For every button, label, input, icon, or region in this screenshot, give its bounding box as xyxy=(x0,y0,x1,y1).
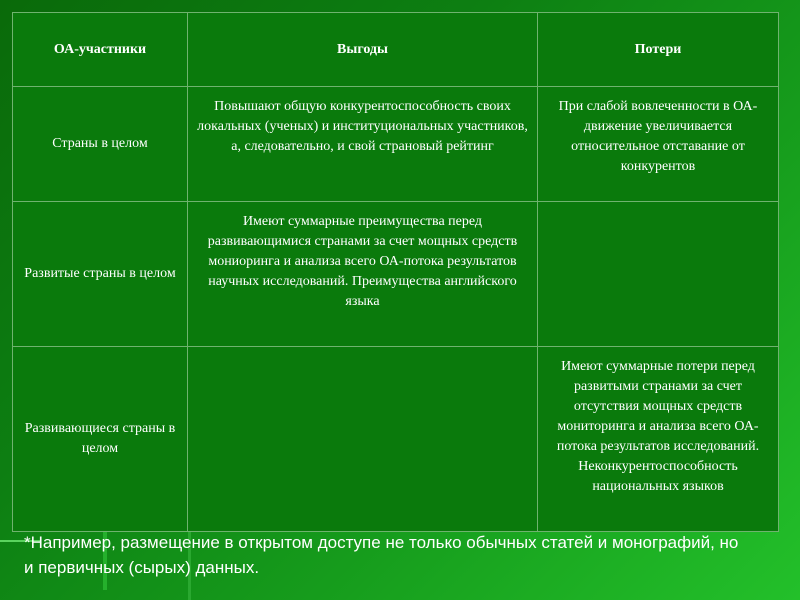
header-losses: Потери xyxy=(538,13,779,87)
header-benefits: Выгоды xyxy=(188,13,538,87)
participant-cell: Развитые страны в целом xyxy=(13,202,188,347)
header-participants: ОА-участники xyxy=(13,13,188,87)
oa-comparison-table xyxy=(12,12,779,532)
losses-cell: Имеют суммарные потери перед развитыми странами за счет отсутствия мощных средств мониторинга и анализа всего ОА-потока результатов исследований. Неконкурентоспособность национальных языков xyxy=(538,347,779,532)
table-header-row xyxy=(13,13,779,87)
table-row xyxy=(13,87,779,202)
participant-cell: Развивающиеся страны в целом xyxy=(13,347,188,532)
benefits-cell: Имеют суммарные преимущества перед развивающимися странами за счет мощных средств мониоринга и анализа всего ОА-потока результатов научных исследований. Преимущества английского языка xyxy=(188,202,538,347)
benefits-cell xyxy=(188,347,538,532)
benefits-cell: Повышают общую конкурентоспособность своих локальных (ученых) и институциональных участников, а, следовательно, и свой страновый рейтинг xyxy=(188,87,538,202)
losses-cell: При слабой вовлеченности в ОА-движение увеличивается относительное отставание от конкурентов xyxy=(538,87,779,202)
participant-cell: Страны в целом xyxy=(13,87,188,202)
losses-cell xyxy=(538,202,779,347)
table-row xyxy=(13,202,779,347)
table-row xyxy=(13,347,779,532)
footnote: *Например, размещение в открытом доступе не только обычных статей и монографий, но и первичных (сырых) данных. xyxy=(24,533,739,577)
